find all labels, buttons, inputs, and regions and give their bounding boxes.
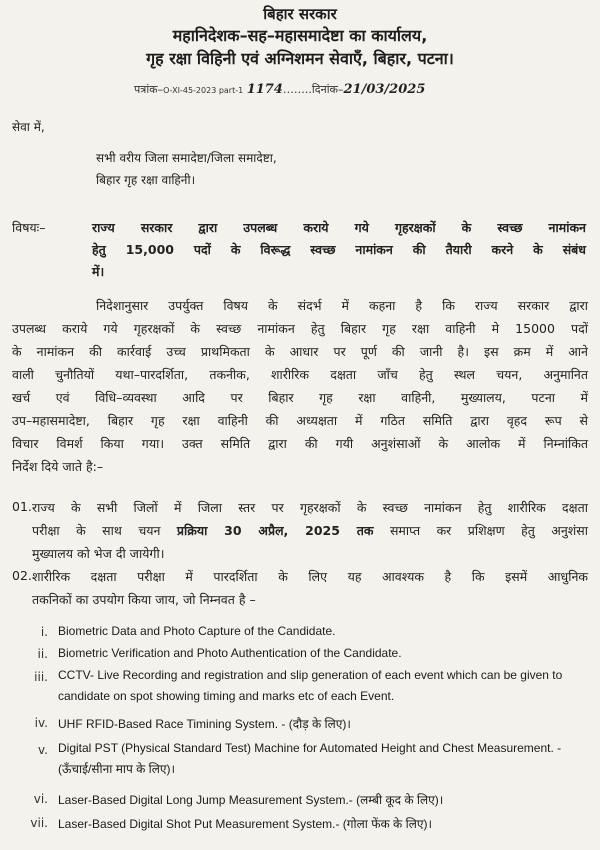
list-item: CCTV- Live Recording and registration and slip generation of each event which can be given to candidate on spot showing timing and marks etc of each Event. bbox=[58, 668, 563, 703]
list-item: Digital PST (Physical Standard Test) Machine for Automated Height and Chest Measurement. - (ऊँचाई/सीना माप के लिए)। bbox=[58, 741, 562, 776]
file-number: O-XI-45-2023 part-1 bbox=[163, 86, 244, 95]
list-item: UHF RFID-Based Race Timining System. - (दौड़ के लिए)। bbox=[58, 717, 351, 731]
list-item: Biometric Verification and Photo Authentication of the Candidate. bbox=[58, 646, 402, 660]
subject-line-1: राज्य सरकार द्वारा उपलब्ध कराये गये गृहरक्षकों के स्वच्छ नामांकन bbox=[92, 220, 586, 235]
reference-dots: …….. bbox=[282, 83, 312, 96]
subject-label: विषयः– bbox=[12, 220, 46, 235]
addressee-line-2: बिहार गृह रक्षा वाहिनी। bbox=[96, 173, 196, 187]
point-1-text: परीक्षा के साथ चयन bbox=[32, 523, 177, 538]
paragraph-line: उप–महासमादेष्टा, बिहार गृह रक्षा वाहिनी की अध्यक्षता में गठित समिति द्वारा वृहद रूप से bbox=[12, 413, 588, 428]
point-2-line-2: तकनिकों का उपयोग किया जाय, जो निम्नवत है – bbox=[32, 592, 256, 607]
item-numeral: iii. bbox=[34, 670, 48, 684]
point-1-line-2 bbox=[32, 522, 588, 539]
point-1-text-end: समाप्त कर प्रशिक्षण हेतु अनुशंसा bbox=[373, 523, 588, 538]
point-2-line-1: शारीरिक दक्षता परीक्षा में पारदर्शिता के लिए यह आवश्यक है कि इसमें आधुनिक bbox=[32, 569, 588, 584]
point-1-deadline: प्रक्रिया 30 अप्रैल, 2025 तक bbox=[176, 523, 374, 538]
office-title: महानिदेशक–सह–महासमादेष्टा का कार्यालय, bbox=[172, 26, 428, 45]
reference-line bbox=[134, 82, 425, 97]
item-numeral: vii. bbox=[30, 816, 48, 830]
list-item: Biometric Data and Photo Capture of the Candidate. bbox=[58, 624, 336, 638]
letter-number: 1174 bbox=[246, 82, 283, 97]
paragraph-line: वाली चुनौतियों यथा–पारदर्शिता, तकनीक, शारीरिक दक्षता जाँच हेतु स्थल चयन, अनुमानित bbox=[12, 367, 588, 382]
point-1-line-3: मुख्यालय को भेज दी जायेगी। bbox=[32, 546, 165, 561]
patrank-label: पत्रांक– bbox=[134, 83, 164, 96]
paragraph-line: निर्देश दिये जाते है:– bbox=[12, 459, 104, 474]
item-numeral: v. bbox=[38, 743, 48, 757]
point-1-line-1: राज्य के सभी जिलों में जिला स्तर पर गृहरक्षकों के स्वच्छ नामांकन हेतु शारीरिक दक्षता bbox=[32, 500, 588, 515]
paragraph-line: खर्च एवं विधि–व्यवस्था आदि पर बिहार गृह रक्षा वाहिनी, मुख्यालय, पटना में bbox=[12, 390, 588, 405]
subject-line-2: हेतु 15,000 पदों के विरूद्ध स्वच्छ नामांकन की तैयारी करने के संबंध bbox=[92, 242, 586, 257]
point-1-number: 01. bbox=[12, 499, 32, 514]
list-item: Laser-Based Digital Shot Put Measurement System.- (गोला फेंक के लिए)। bbox=[58, 817, 433, 831]
list-item: Laser-Based Digital Long Jump Measurement System.- (लम्बी कूद के लिए)। bbox=[58, 793, 444, 807]
subject-line-3: में। bbox=[92, 264, 105, 279]
point-2-number: 02. bbox=[12, 568, 32, 583]
paragraph-line: उपलब्ध कराये गये गृहरक्षकों के स्वच्छ नामांकन हेतु बिहार गृह रक्षा वाहिनी मे 15000 पदों bbox=[12, 321, 588, 336]
salutation: सेवा में, bbox=[12, 120, 45, 134]
paragraph-line: के नामांकन की कार्रवाई उच्च प्राथमिकता के आधार पर पूर्ण की जानी है। इस क्रम में आने bbox=[12, 344, 588, 359]
paragraph-line: निदेशानुसार उपर्युक्त विषय के संदर्भ में कहना है कि राज्य सरकार द्वारा bbox=[96, 298, 588, 313]
govt-title: बिहार सरकार bbox=[263, 5, 337, 23]
item-numeral: ii. bbox=[37, 647, 48, 661]
paragraph-line: विचार विमर्श किया गया। उक्त समिति द्वारा की गयी अनुशंसाओं के आलोक में निम्नांकित bbox=[12, 436, 588, 451]
addressee-line-1: सभी वरीय जिला समादेष्टा/जिला समादेष्टा, bbox=[96, 151, 277, 165]
letter-date: 21/03/2025 bbox=[343, 82, 426, 97]
date-label: दिनांक– bbox=[311, 83, 344, 96]
item-numeral: i. bbox=[40, 625, 48, 639]
item-numeral: vi. bbox=[33, 792, 48, 806]
department-title: गृह रक्षा विहिनी एवं अग्निशमन सेवाएँ, बिहार, पटना। bbox=[146, 49, 454, 68]
item-numeral: iv. bbox=[34, 716, 48, 730]
